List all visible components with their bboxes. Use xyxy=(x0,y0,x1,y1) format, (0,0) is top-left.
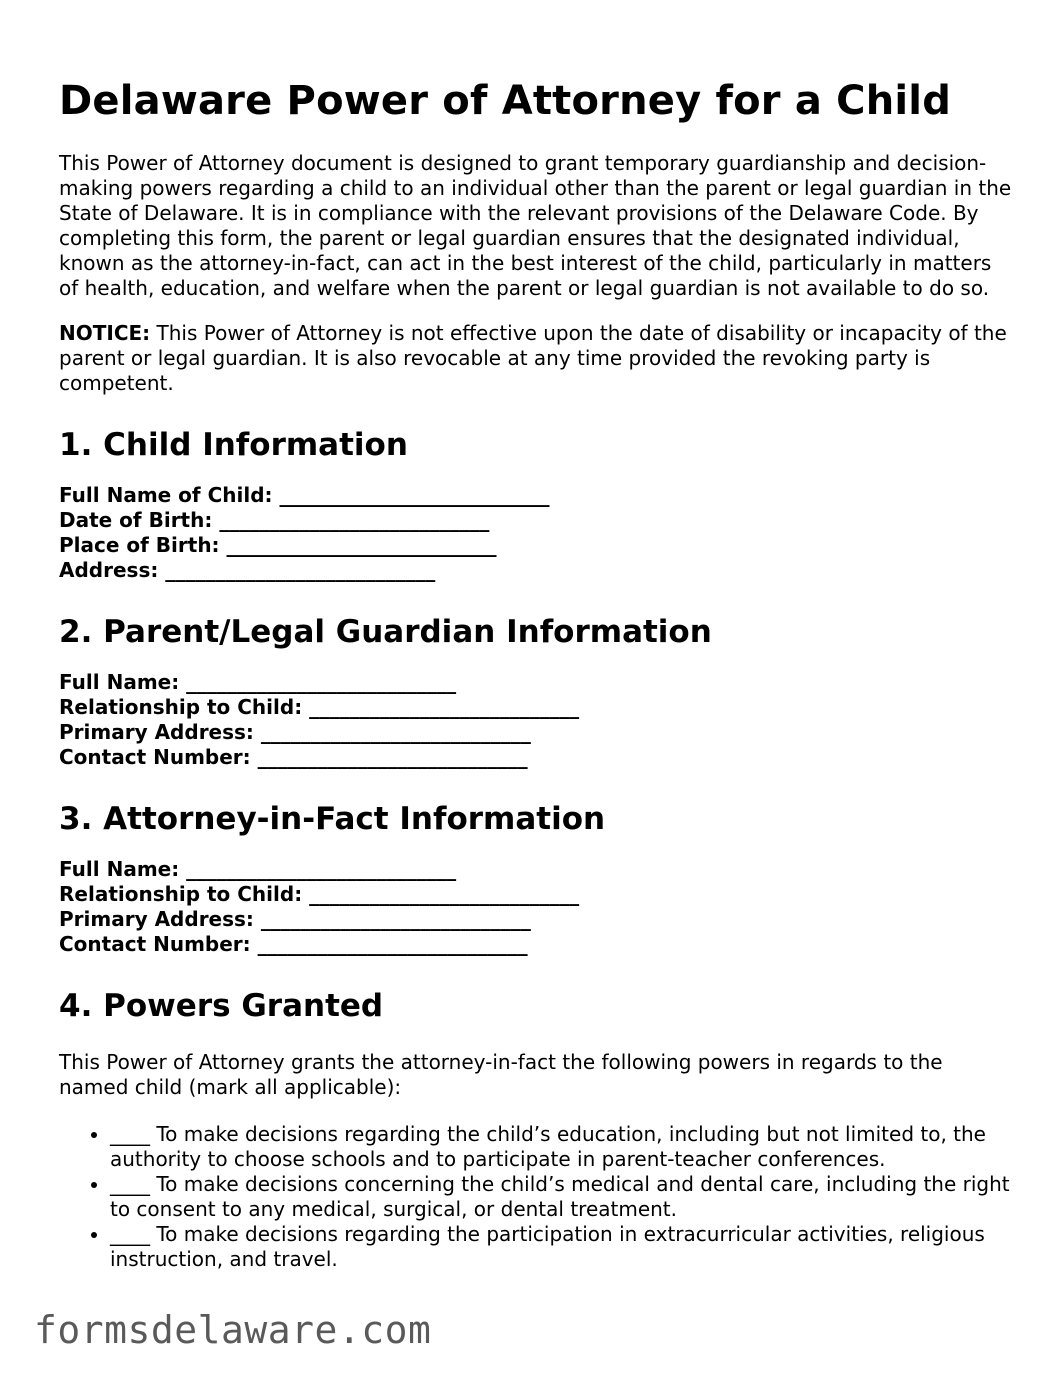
child-date-of-birth-field[interactable]: Date of Birth: ___________________________ xyxy=(59,508,490,532)
power-medical-item[interactable]: • ____ To make decisions concerning the child’s medical and dental care, including the right to consent to any medical, surgical, or dental treatment. xyxy=(110,1172,1014,1222)
child-address-field[interactable]: Address: ___________________________ xyxy=(59,558,436,582)
parent-contact-number-field[interactable]: Contact Number: ___________________________ xyxy=(59,745,528,769)
intro-paragraph: This Power of Attorney document is designed to grant temporary guardianship and decision-making powers regarding a child to an individual other than the parent or legal guardian in the State of Delaware. It is in compliance with the relevant provisions of the Delaware Code. By completing this form, the parent or legal guardian ensures that the designated individual, known as the attorney-in-fact, can act in the best interest of the child, particularly in matters of health, education, and welfare when the parent or legal guardian is not available to do so. xyxy=(59,151,1012,300)
parent-fields xyxy=(59,670,1014,770)
parent-relationship-field[interactable]: Relationship to Child: ___________________________ xyxy=(59,695,580,719)
parent-primary-address-field[interactable]: Primary Address: ___________________________ xyxy=(59,720,531,744)
attorney-full-name-field[interactable]: Full Name: ___________________________ xyxy=(59,857,457,881)
section-child-heading: 1. Child Information xyxy=(59,427,408,463)
power-activities-item[interactable]: • ____ To make decisions regarding the participation in extracurricular activities, religious instruction, and travel. xyxy=(110,1222,1014,1272)
notice-text: This Power of Attorney is not effective upon the date of disability or incapacity of the parent or legal guardian. It is also revocable at any time provided the revoking party is competent. xyxy=(59,321,1007,395)
attorney-primary-address-field[interactable]: Primary Address: ___________________________ xyxy=(59,907,531,931)
notice-label: NOTICE: xyxy=(59,321,151,345)
document-page xyxy=(59,72,1014,1272)
section-powers-heading: 4. Powers Granted xyxy=(59,988,384,1024)
attorney-fields xyxy=(59,857,1014,957)
powers-list xyxy=(59,1122,1014,1272)
parent-full-name-field[interactable]: Full Name: ___________________________ xyxy=(59,670,457,694)
child-place-of-birth-field[interactable]: Place of Birth: ___________________________ xyxy=(59,533,497,557)
attorney-relationship-field[interactable]: Relationship to Child: ___________________________ xyxy=(59,882,580,906)
notice-paragraph xyxy=(59,321,1014,396)
powers-intro: This Power of Attorney grants the attorney-in-fact the following powers in regards to the named child (mark all applicable): xyxy=(59,1050,943,1099)
child-fields xyxy=(59,483,1014,583)
document-title: Delaware Power of Attorney for a Child xyxy=(59,78,952,124)
section-attorney-heading: 3. Attorney-in-Fact Information xyxy=(59,801,606,837)
child-full-name-field[interactable]: Full Name of Child: ___________________________ xyxy=(59,483,550,507)
power-education-item[interactable]: • ____ To make decisions regarding the child’s education, including but not limited to, the authority to choose schools and to participate in parent-teacher conferences. xyxy=(110,1122,1014,1172)
attorney-contact-number-field[interactable]: Contact Number: ___________________________ xyxy=(59,932,528,956)
watermark-text: formsdelaware.com xyxy=(34,1308,432,1352)
section-parent-heading: 2. Parent/Legal Guardian Information xyxy=(59,614,712,650)
